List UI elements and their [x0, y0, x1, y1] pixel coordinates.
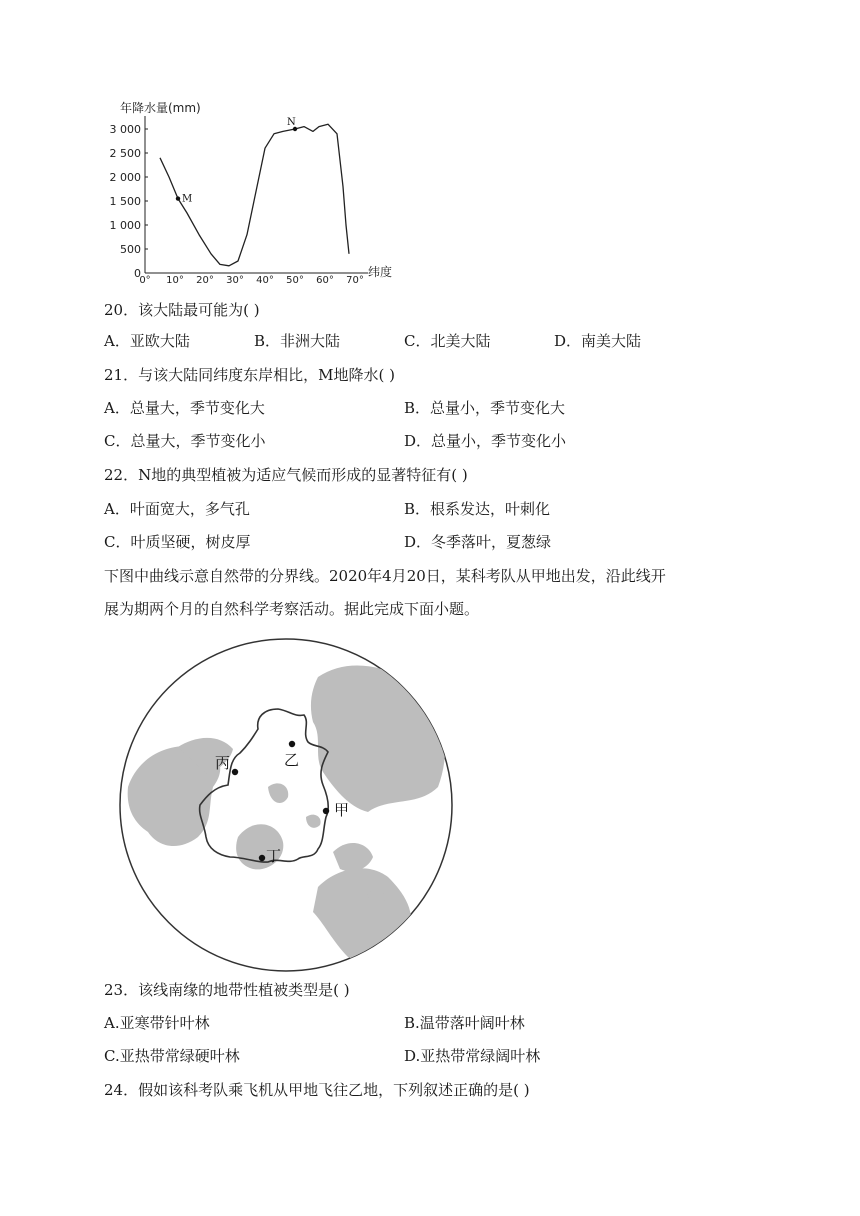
label-bing: 丙	[215, 754, 231, 772]
question-20-option-b: B．非洲大陆	[254, 332, 341, 350]
question-24-stem: 24．假如该科考队乘飞机从甲地飞往乙地，下列叙述正确的是( )	[104, 1081, 530, 1099]
intro-line-2: 展为期两个月的自然科学考察活动。据此完成下面小题。	[104, 600, 480, 618]
x-tick-label: 10°	[166, 275, 184, 286]
y-tick-label: 2 000	[109, 171, 141, 184]
question-20-option-d: D．南美大陆	[554, 332, 642, 350]
label-jia: 甲	[334, 801, 350, 819]
question-21-option-a: A．总量大，季节变化大	[104, 399, 265, 417]
x-tick-label: 60°	[316, 275, 334, 286]
point-label: M	[182, 193, 193, 205]
question-21-option-b: B．总量小，季节变化大	[404, 399, 566, 417]
x-tick-label: 70°	[346, 275, 364, 286]
x-tick-label: 50°	[286, 275, 304, 286]
x-tick-labels	[139, 275, 364, 286]
point-yi	[289, 741, 295, 747]
y-tick-label: 3 000	[109, 123, 141, 136]
question-23-stem: 23．该线南缘的地带性植被类型是( )	[104, 981, 350, 999]
x-axis-label: 纬度	[368, 265, 393, 279]
question-22-option-c: C．叶质坚硬，树皮厚	[104, 533, 251, 551]
question-22-stem: 22．N地的典型植被为适应气候而形成的显著特征有( )	[104, 466, 468, 484]
question-23-option-a: A.亚寒带针叶林	[104, 1014, 210, 1032]
polar-map-svg	[118, 637, 454, 973]
question-20-option-a: A．亚欧大陆	[104, 332, 190, 350]
y-tick-label: 500	[120, 243, 141, 256]
y-tick-label: 0	[134, 267, 141, 280]
point-label: N	[287, 117, 296, 128]
question-20-stem: 20．该大陆最可能为( )	[104, 301, 260, 319]
chart-axes	[145, 116, 368, 273]
y-axis-label: 年降水量(mm)	[120, 101, 201, 115]
point-markers	[176, 117, 297, 205]
question-23-option-c: C.亚热带常绿硬叶林	[104, 1047, 240, 1065]
y-tick-label: 1 500	[109, 195, 141, 208]
y-tick-labels	[110, 123, 149, 280]
x-tick-label: 0°	[139, 275, 151, 286]
label-yi: 乙	[284, 751, 300, 769]
point-ding	[259, 855, 265, 861]
x-tick-label: 20°	[196, 275, 214, 286]
point-marker	[176, 196, 180, 200]
polar-map	[118, 637, 454, 973]
question-22-option-a: A．叶面宽大，多气孔	[104, 500, 250, 518]
point-jia	[323, 808, 329, 814]
x-tick-label: 40°	[256, 275, 274, 286]
y-tick-label: 1 000	[109, 219, 141, 232]
question-21-option-d: D．总量小，季节变化小	[404, 432, 567, 450]
question-23-option-d: D.亚热带常绿阔叶林	[404, 1047, 541, 1065]
question-22-option-d: D．冬季落叶，夏葱绿	[404, 533, 552, 551]
question-21-option-c: C．总量大，季节变化小	[104, 432, 266, 450]
intro-line-1: 下图中曲线示意自然带的分界线。2020年4月20日，某科考队从甲地出发，沿此线开	[104, 567, 666, 585]
question-22-option-b: B．根系发达，叶刺化	[404, 500, 551, 518]
label-ding: 丁	[266, 847, 282, 865]
point-bing	[232, 769, 238, 775]
x-tick-label: 30°	[226, 275, 244, 286]
y-tick-label: 2 500	[109, 147, 141, 160]
question-21-stem: 21．与该大陆同纬度东岸相比，M地降水( )	[104, 366, 395, 384]
precipitation-chart-svg	[100, 96, 400, 286]
precipitation-chart	[100, 96, 400, 286]
question-23-option-b: B.温带落叶阔叶林	[404, 1014, 525, 1032]
question-20-option-c: C．北美大陆	[404, 332, 491, 350]
